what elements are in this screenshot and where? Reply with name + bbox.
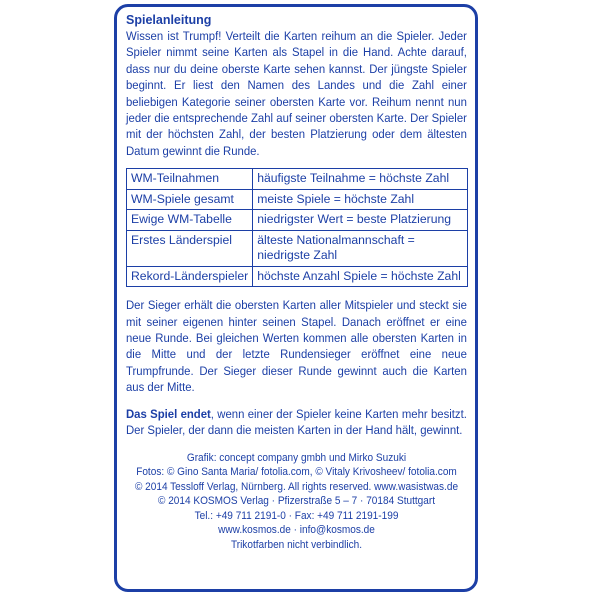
rule-cell: häufigste Teilnahme = höchste Zahl [253,169,468,190]
category-rules-table [126,168,468,287]
category-cell: WM-Spiele gesamt [127,189,253,210]
rule-cell: niedrigster Wert = beste Platzierung [253,210,468,231]
credit-fotos: Fotos: © Gino Santa Maria/ fotolia.com, © Vitaly Krivosheev/ fotolia.com [136,466,457,479]
table-row [127,169,468,190]
category-cell: WM-Teilnahmen [127,169,253,190]
rule-cell: meiste Spiele = höchste Zahl [253,189,468,210]
end-of-game-paragraph [126,406,467,439]
copyright-kosmos: © 2014 KOSMOS Verlag · Pfizerstraße 5 – 7 · 70184 Stuttgart [157,495,436,508]
category-cell: Rekord-Länderspieler [127,266,253,287]
category-cell: Erstes Länderspiel [127,230,253,266]
rule-cell: älteste Nationalmannschaft = niedrigste Zahl [253,230,468,266]
end-of-game-heading: Das Spiel endet [126,406,211,421]
rule-cell: höchste Anzahl Spiele = höchste Zahl [253,266,468,287]
intro-paragraph: Wissen ist Trumpf! Verteilt die Karten reihum an die Spieler. Jeder Spieler nimmt seine Karten als Stapel in die Hand. Achte darauf, dass nur du deine oberste Karte sehen kannst. Der jüngste Spieler beginnt. Er liest den Namen des Landes und die Zahl einer beliebigen Kategorie seiner obersten Karte vor. Reihum nennt nun jeder die entsprechende Zahl auf seiner obersten Karte. Der Spieler mit der höchsten Zahl, der besten Platzierung oder dem ältesten Datum gewinnt die Runde. [126,29,467,158]
card-title: Spielanleitung [126,13,212,27]
credits-block [135,451,459,553]
contact-web: www.kosmos.de · info@kosmos.de [218,524,375,537]
table-row [127,266,468,287]
jersey-note: Trikotfarben nicht verbindlich. [230,539,363,552]
credit-grafik: Grafik: concept company gmbh und Mirko Suzuki [186,451,407,464]
instruction-card [114,4,478,592]
contact-phone: Tel.: +49 711 2191-0 · Fax: +49 711 2191-199 [194,509,399,522]
copyright-tessloff: © 2014 Tessloff Verlag, Nürnberg. All rights reserved. www.wasistwas.de [134,480,459,493]
table-row [127,189,468,210]
category-cell: Ewige WM-Tabelle [127,210,253,231]
end-of-game-text: , wenn einer der Spieler keine Karten mehr besitzt. Der Spieler, der dann die meisten Karten in der Hand hält, gewinnt. [126,406,467,438]
table-row [127,210,468,231]
table-row [127,230,468,266]
winner-paragraph: Der Sieger erhält die obersten Karten aller Mitspieler und steckt sie mit seiner eigenen hinter seinen Stapel. Danach eröffnet er eine neue Runde. Bei gleichen Werten kommen alle obersten Karten in die Mitte und der letzte Rundensieger eröffnet eine neue Trumpfrunde. Der Sieger dieser Runde gewinnt auch die Karten aus der Mitte. [126,298,467,395]
